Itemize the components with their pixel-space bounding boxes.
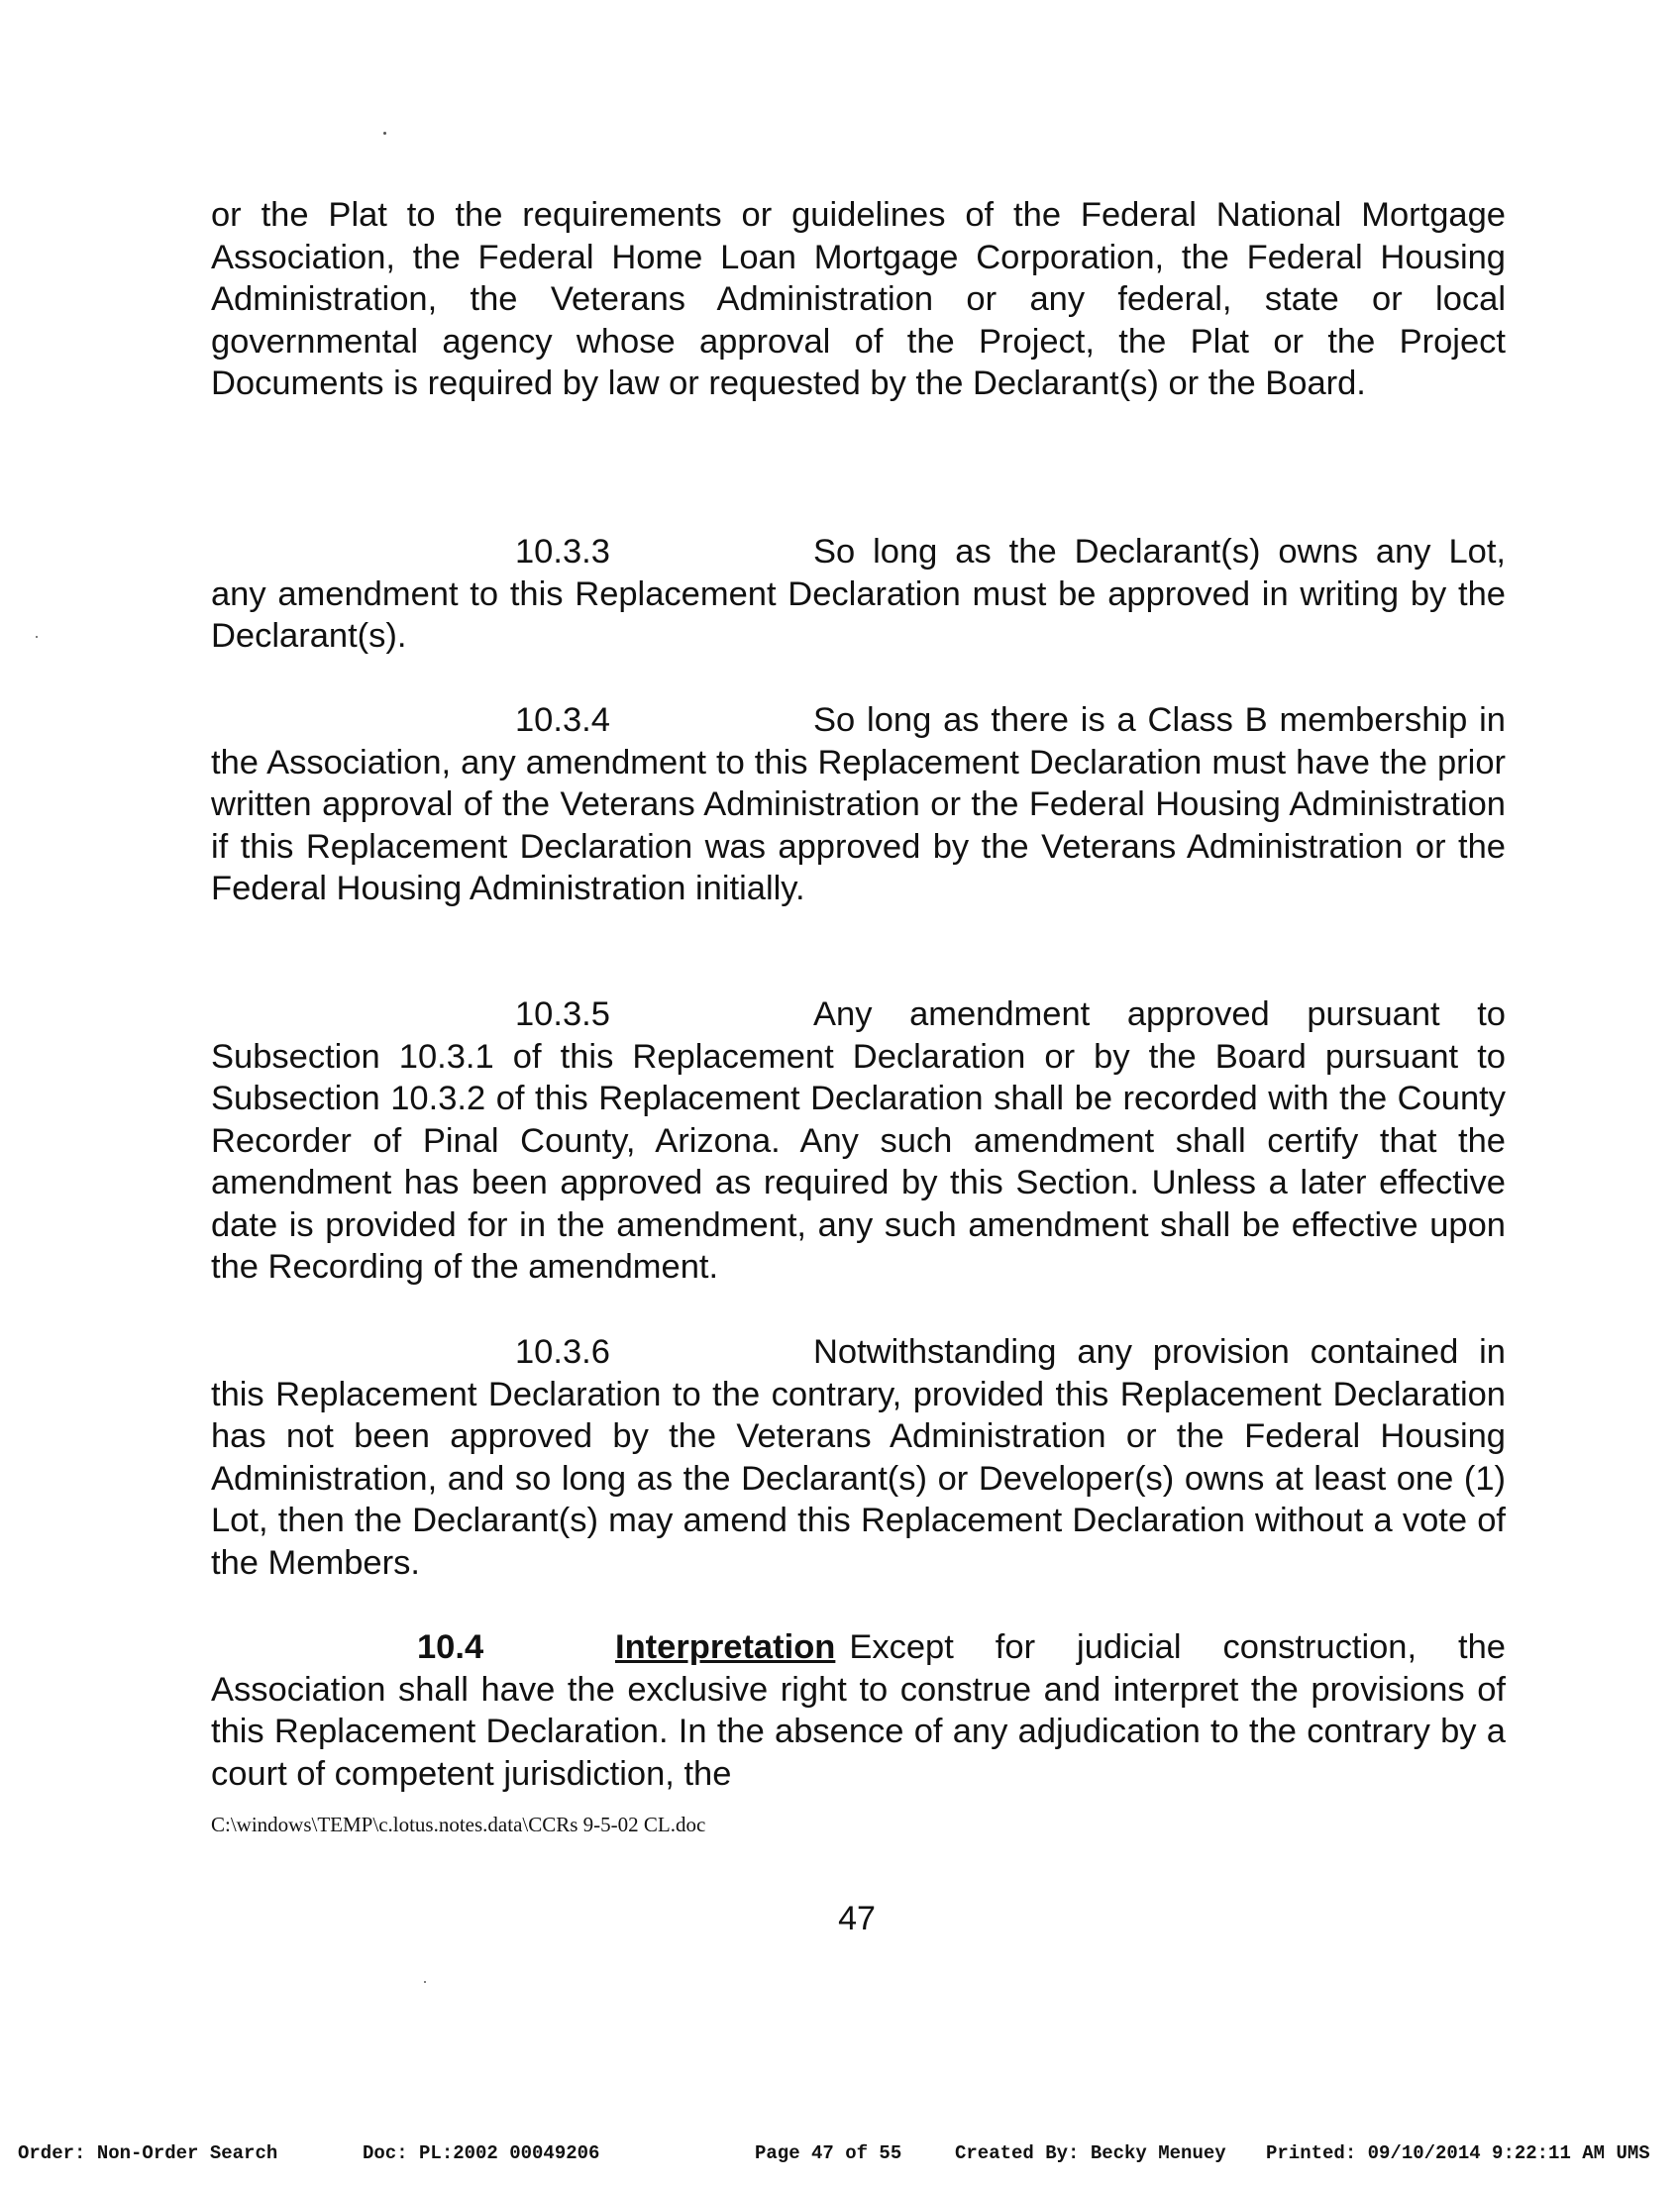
footer-page: Page 47 of 55 <box>755 2142 902 2164</box>
subsection-text: Notwithstanding any provision contained in this Replacement Declaration to the contrary, provided this Replacement Declaration has not been approved by the Veterans Administration or the Federal Housing Administration, and so long as the Declarant(s) or Developer(s) owns at least one (1) Lot, then the Declarant(s) may amend this Replacement Declaration without a vote of the Members. <box>211 1333 1506 1582</box>
section-text: Except for judicial construction, the Association shall have the exclusive right to construe and interpret the provisions of this Replacement Declaration. In the absence of any adjudication to the contrary by a court of competent jurisdiction, the <box>211 1628 1506 1793</box>
footer-printed: Printed: 09/10/2014 9:22:11 AM UMS <box>1266 2142 1650 2164</box>
subsection-10-3-6 <box>211 1331 1506 1584</box>
subsection-text: Any amendment approved pursuant to Subsection 10.3.1 of this Replacement Declaration or by the Board pursuant to Subsection 10.3.2 of this Replacement Declaration shall be recorded with the County Recorder of Pinal County, Arizona. Any such amendment shall certify that the amendment has been approved as required by this Section. Unless a later effective date is provided for in the amendment, any such amendment shall be effective upon the Recording of the amendment. <box>211 995 1506 1286</box>
subsection-text: So long as the Declarant(s) owns any Lot, any amendment to this Replacement Declaration must be approved in writing by the Declarant(s). <box>211 533 1506 655</box>
section-number: 10.4 <box>417 1628 484 1666</box>
footer-doc: Doc: PL:2002 00049206 <box>363 2142 600 2164</box>
file-path-footer: C:\windows\TEMP\c.lotus.notes.data\CCRs 9-5-02 CL.doc <box>211 1813 706 1836</box>
scan-speck <box>424 1981 426 1983</box>
page-number: 47 <box>838 1900 876 1937</box>
footer-created-by: Created By: Becky Menuey <box>955 2142 1226 2164</box>
scan-speck <box>36 636 38 638</box>
subsection-number: 10.3.5 <box>515 995 610 1033</box>
subsection-number: 10.3.6 <box>515 1333 610 1371</box>
subsection-number: 10.3.3 <box>515 533 610 571</box>
recorder-footer-bar <box>0 2142 1680 2164</box>
subsection-10-3-3 <box>211 531 1506 658</box>
paragraph-text: or the Plat to the requirements or guidelines of the Federal National Mortgage Association, the Federal Home Loan Mortgage Corporation, the Federal Housing Administration, the Veterans Administration or any federal, state or local governmental agency whose approval of the Project, the Plat or the Project Documents is required by law or requested by the Declarant(s) or the Board. <box>211 196 1506 402</box>
section-10-4 <box>211 1626 1506 1795</box>
scan-speck <box>383 132 386 135</box>
section-heading: Interpretation <box>615 1628 836 1666</box>
subsection-10-3-5 <box>211 993 1506 1289</box>
paragraph-continuation <box>211 194 1506 405</box>
subsection-10-3-4 <box>211 699 1506 910</box>
footer-order: Order: Non-Order Search <box>18 2142 278 2164</box>
subsection-number: 10.3.4 <box>515 701 610 739</box>
subsection-text: So long as there is a Class B membership in the Association, any amendment to this Replacement Declaration must have the prior written approval of the Veterans Administration or the Federal Housing Administration if this Replacement Declaration was approved by the Veterans Administration or the Federal Housing Administration initially. <box>211 701 1506 907</box>
